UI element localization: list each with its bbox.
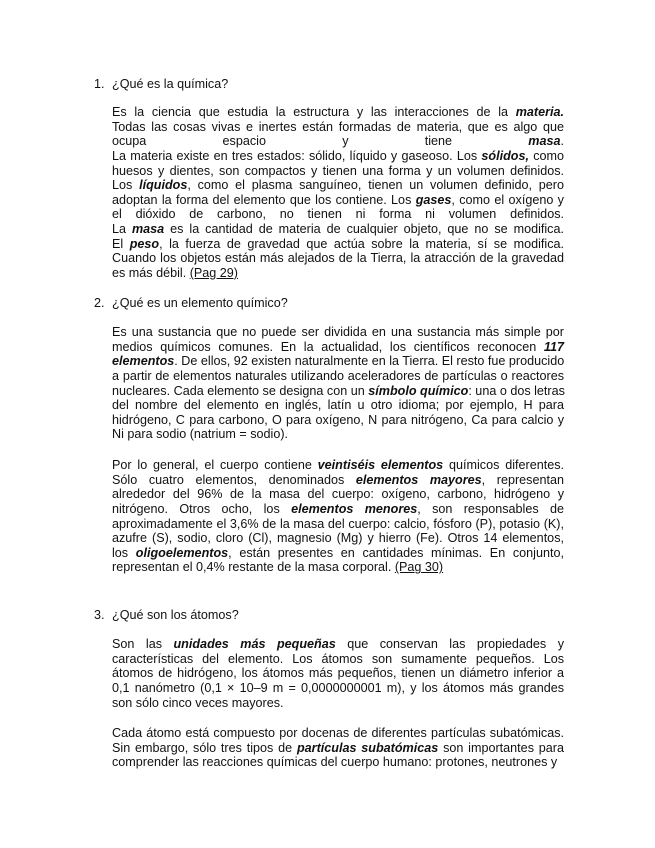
text-run: representan el 0,4% restante de la masa corporal. <box>112 560 395 575</box>
text-line <box>112 369 564 384</box>
text-line <box>112 726 564 741</box>
text-run: Ni para sodio (natrium = sodio). <box>112 427 289 442</box>
text-line <box>112 178 564 193</box>
emphasized-term: masa <box>131 222 165 237</box>
text-line <box>112 666 564 681</box>
text-line <box>112 354 564 369</box>
text-line <box>112 149 564 164</box>
text-run: La <box>112 222 132 237</box>
text-run: huesos y dientes, son compactos y tienen una forma y un volumen definidos. <box>112 163 564 178</box>
text-line <box>112 237 564 252</box>
emphasized-term: elementos <box>112 354 175 369</box>
answer-2-paragraph-2 <box>112 458 564 575</box>
text-run: características del elemento. Los átomos son sumamente pequeños. Los <box>112 651 564 666</box>
text-run: comprender las reacciones químicas del cuerpo humano: protones, neutrones y <box>112 755 558 770</box>
emphasized-term: masa <box>528 134 561 149</box>
text-line <box>112 193 564 208</box>
text-run: a partir de elementos naturales utilizando aceleradores de partículas o reactores <box>112 368 564 383</box>
text-run: adoptan la forma del elemento que los contiene. Los <box>112 192 416 207</box>
text-line <box>112 413 564 428</box>
page-reference-link[interactable]: (Pag 29) <box>189 266 239 281</box>
text-line <box>112 120 564 135</box>
text-run: es más débil. <box>112 266 190 281</box>
text-run: Es una sustancia que no puede ser dividida en una sustancia más simple por <box>112 325 564 339</box>
emphasized-term: 117 <box>543 339 564 354</box>
text-line <box>112 384 564 399</box>
text-line <box>112 487 564 502</box>
text-run: Los <box>112 178 140 193</box>
answer-2-paragraph-1 <box>112 325 564 442</box>
text-line <box>112 398 564 413</box>
text-run: que conservan las propiedades y <box>335 637 564 651</box>
question-number: 2. <box>94 296 105 310</box>
text-run: : una o dos letras <box>468 383 565 398</box>
emphasized-term: oligoelementos <box>135 545 229 560</box>
text-line <box>112 105 564 120</box>
text-run: , como el plasma sanguíneo, tienen un volumen definido, pero <box>187 178 564 193</box>
emphasized-term: partículas subatómicas <box>296 740 439 755</box>
text-run: nitrógeno. Otros ocho, los <box>112 501 292 516</box>
emphasized-term: peso <box>129 236 160 251</box>
text-line <box>112 681 564 696</box>
emphasized-term: elementos menores <box>291 501 418 516</box>
text-run: el dióxido de carbono, no tienen ni forma ni volumen definidos. <box>112 207 564 222</box>
text-run: hidrógeno, C para carbono, O para oxígeno, N para nitrógeno, Ca para calcio y <box>112 412 564 427</box>
answer-1 <box>112 105 564 281</box>
emphasized-term: unidades más pequeñas <box>173 637 336 651</box>
text-line <box>112 251 564 266</box>
emphasized-term: símbolo químico <box>368 383 469 398</box>
text-line <box>112 531 564 546</box>
text-run: 0,1 nanómetro (0,1 × 10–9 m = 0,0000000001 m), y los átomos más grandes <box>112 680 564 695</box>
text-run: químicos diferentes. <box>443 458 564 472</box>
text-run: es la cantidad de materia de cualquier objeto, que no se modifica. <box>164 222 564 237</box>
text-run: Todas las cosas vivas e inertes están formadas de materia, que es algo que <box>112 119 564 134</box>
text-line <box>112 164 564 179</box>
text-run: , son responsables de <box>417 501 564 516</box>
emphasized-term: elementos mayores <box>355 472 482 487</box>
text-line <box>112 560 564 575</box>
emphasized-term: líquidos <box>139 178 188 193</box>
emphasized-term: veintiséis elementos <box>317 458 444 472</box>
emphasized-term: materia. <box>515 105 564 119</box>
emphasized-term: gases <box>415 192 452 207</box>
text-run: medios químicos comunes. En la actualidad, los científicos reconocen <box>112 339 544 354</box>
text-run: son sólo cinco veces mayores. <box>112 695 284 710</box>
text-line <box>112 340 564 355</box>
text-line <box>112 502 564 517</box>
text-run: aproximadamente el 3,6% de la masa del cuerpo: calcio, fósforo (P), potasio (K), <box>112 516 564 531</box>
text-run: Por lo general, el cuerpo contiene <box>112 458 318 472</box>
text-run: Cada átomo está compuesto por docenas de diferentes partículas subatómicas. <box>112 726 564 740</box>
text-run: Sólo cuatro elementos, denominados <box>112 472 356 487</box>
text-line <box>112 473 564 488</box>
text-run: El <box>112 236 130 251</box>
page-reference-link[interactable]: (Pag 30) <box>394 560 444 575</box>
text-run: , como el oxígeno y <box>451 192 564 207</box>
answer-3-paragraph-2 <box>112 726 564 770</box>
question-number: 3. <box>94 608 105 622</box>
text-run: La materia existe en tres estados: sólido, líquido y gaseoso. Los <box>112 148 482 163</box>
text-line <box>112 325 564 340</box>
text-run: azufre (S), sodio, cloro (Cl), magnesio (Mg) y hierro (Fe). Otros 14 elementos, <box>112 531 564 546</box>
text-line <box>112 458 564 473</box>
text-line <box>112 134 564 149</box>
text-line <box>112 652 564 667</box>
text-line <box>112 741 564 756</box>
text-run: . De ellos, 92 existen naturalmente en la Tierra. El resto fue producido <box>174 354 565 369</box>
text-run: son importantes para <box>438 740 564 755</box>
text-line <box>112 546 564 561</box>
text-line <box>112 696 564 711</box>
text-run: Cuando los objetos están más alejados de la Tierra, la atracción de la gravedad <box>112 251 564 266</box>
text-line <box>112 637 564 652</box>
question-text: ¿Qué son los átomos? <box>112 608 239 622</box>
text-line <box>112 427 564 442</box>
emphasized-term: sólidos, <box>481 148 529 163</box>
text-run: nucleares. Cada elemento se designa con un <box>112 383 369 398</box>
answer-3-paragraph-1 <box>112 637 564 710</box>
text-run: , representan <box>481 472 564 487</box>
question-number: 1. <box>94 77 105 91</box>
text-run: . <box>560 134 564 149</box>
text-run: Son las <box>112 637 174 651</box>
question-text: ¿Qué es la química? <box>112 77 229 91</box>
text-run: Sin embargo, sólo tres tipos de <box>112 740 297 755</box>
text-run: , están presentes en cantidades mínimas. En conjunto, <box>228 545 564 560</box>
text-run: del nombre del elemento en inglés, latín u otro idioma; por ejemplo, H para <box>112 398 564 413</box>
text-line <box>112 517 564 532</box>
text-run: átomos de hidrógeno, los átomos más pequeños, tienen un diámetro inferior a <box>112 666 564 681</box>
text-run: los <box>112 545 136 560</box>
question-text: ¿Qué es un elemento químico? <box>112 296 288 310</box>
text-run: ocupa espacio y tiene <box>112 134 529 149</box>
text-line <box>112 222 564 237</box>
text-run: alrededor del 96% de la masa del cuerpo: oxígeno, carbono, hidrógeno y <box>112 487 564 502</box>
text-run: como <box>528 148 565 163</box>
text-run: , la fuerza de gravedad que actúa sobre la materia, sí se modifica. <box>159 236 565 251</box>
text-run: Es la ciencia que estudia la estructura y las interacciones de la <box>112 105 516 119</box>
text-line <box>112 207 564 222</box>
text-line <box>112 755 564 770</box>
text-line <box>112 266 564 281</box>
